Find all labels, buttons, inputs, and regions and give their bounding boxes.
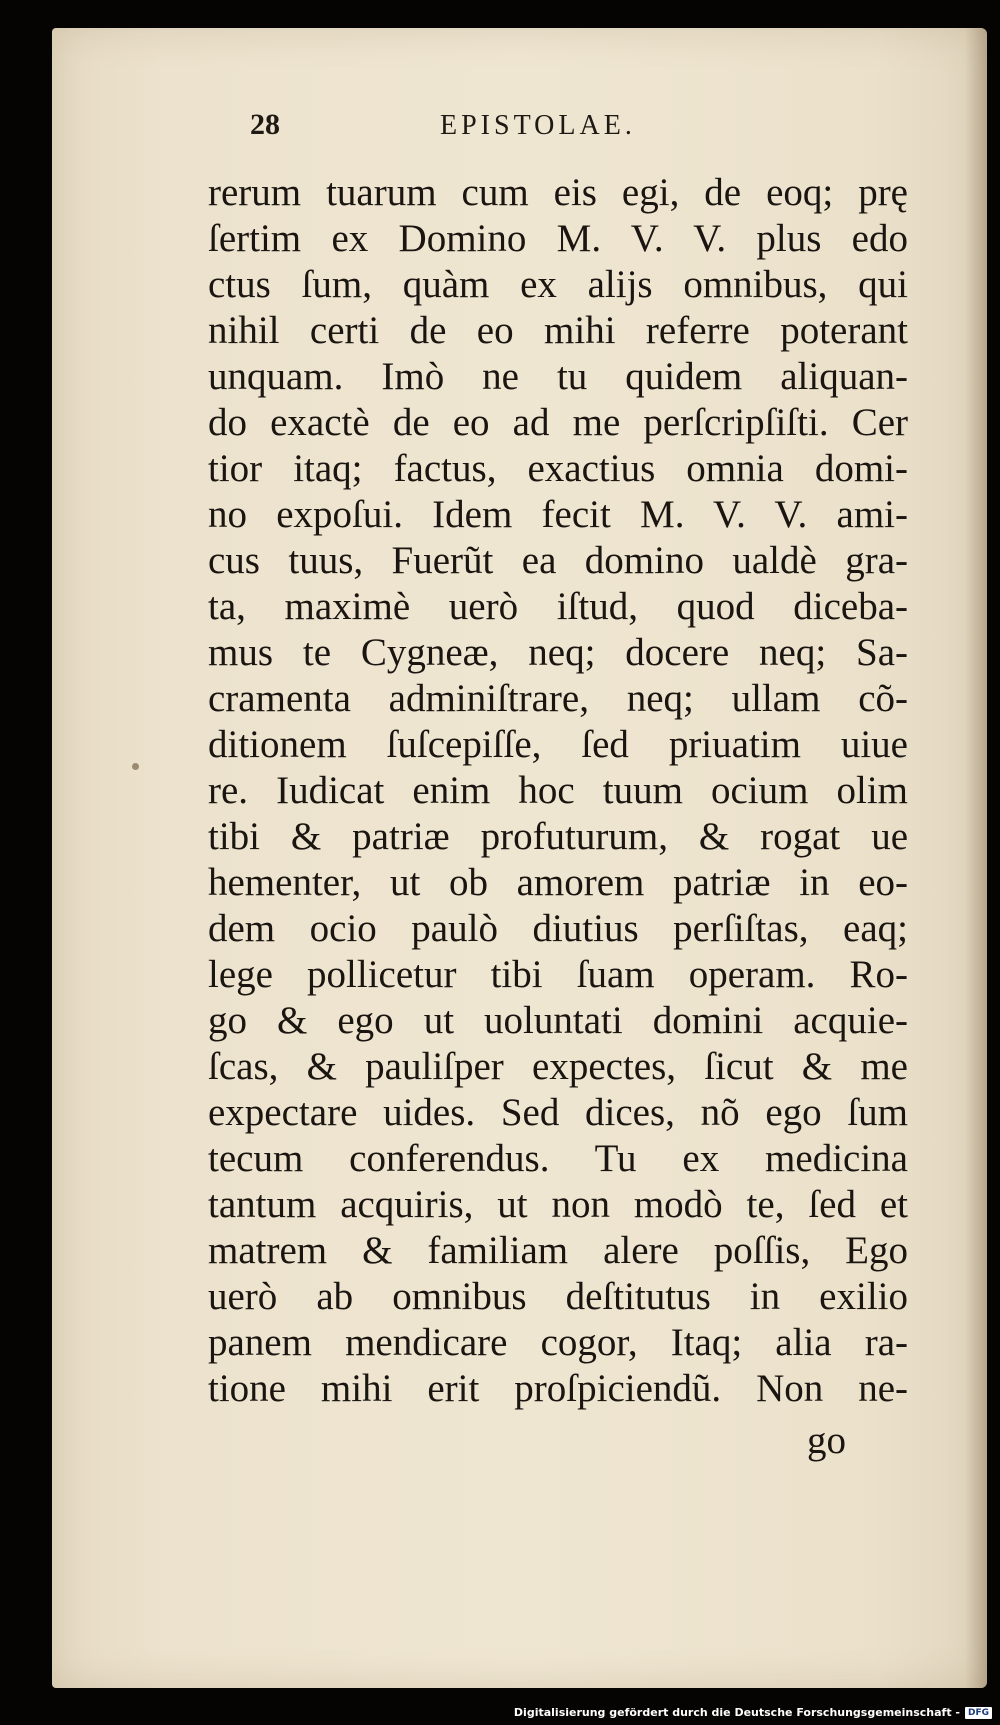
- catchword: go: [807, 1419, 846, 1462]
- text-line: rerum tuarum cum eis egi, de eoq; prę: [208, 171, 908, 214]
- dfg-logo: DFG: [965, 1707, 992, 1719]
- text-line: ctus ſum, quàm ex alijs omnibus, qui: [208, 263, 908, 306]
- text-line: hementer, ut ob amorem patriæ in eo-: [208, 861, 908, 904]
- text-line: ſertim ex Domino M. V. V. plus edo: [208, 217, 908, 260]
- text-line: ſcas, & pauliſper expectes, ſicut & me: [208, 1045, 908, 1088]
- body-text: [208, 170, 908, 1412]
- text-line: tibi & patriæ profuturum, & rogat ue: [208, 815, 908, 858]
- text-line: nihil certi de eo mihi referre poterant: [208, 309, 908, 352]
- text-line: lege pollicetur tibi ſuam operam. Ro-: [208, 953, 908, 996]
- text-line: tantum acquiris, ut non modò te, ſed et: [208, 1183, 908, 1226]
- text-line: unquam. Imò ne tu quidem aliquan-: [208, 355, 908, 398]
- page-header: [250, 108, 700, 148]
- text-line: tecum conferendus. Tu ex medicina: [208, 1137, 908, 1180]
- text-line: matrem & familiam alere poſſis, Ego: [208, 1229, 908, 1272]
- text-line: cus tuus, Fuerũt ea domino ualdè gra-: [208, 539, 908, 582]
- text-line: dem ocio paulò diutius perſiſtas, eaq;: [208, 907, 908, 950]
- text-line: do exactè de eo ad me perſcripſiſti. Cer: [208, 401, 908, 444]
- text-line: re. Iudicat enim hoc tuum ocium olim: [208, 769, 908, 812]
- text-line: cramenta adminiſtrare, neq; ullam cõ-: [208, 677, 908, 720]
- paper-stain: [132, 763, 139, 770]
- running-head: EPISTOLAE.: [440, 110, 636, 141]
- text-line: tior itaq; factus, exactius omnia domi-: [208, 447, 908, 490]
- text-line: ta, maximè uerò iſtud, quod diceba-: [208, 585, 908, 628]
- page-number: 28: [250, 108, 280, 141]
- credit-text: Digitalisierung gefördert durch die Deutsche Forschungsgemeinschaft -: [513, 1706, 960, 1719]
- text-line: tione mihi erit proſpiciendũ. Non ne-: [208, 1367, 908, 1410]
- text-line: ditionem ſuſcepiſſe, ſed priuatim uiue: [208, 723, 908, 766]
- digitization-credit: [514, 1706, 992, 1719]
- text-line: expectare uides. Sed dices, nõ ego ſum: [208, 1091, 908, 1134]
- text-line: uerò ab omnibus deſtitutus in exilio: [208, 1275, 908, 1318]
- text-line: no expoſui. Idem fecit M. V. V. ami-: [208, 493, 908, 536]
- text-line: panem mendicare cogor, Itaq; alia ra-: [208, 1321, 908, 1364]
- text-line: mus te Cygneæ, neq; docere neq; Sa-: [208, 631, 908, 674]
- text-line: go & ego ut uoluntati domini acquie-: [208, 999, 908, 1042]
